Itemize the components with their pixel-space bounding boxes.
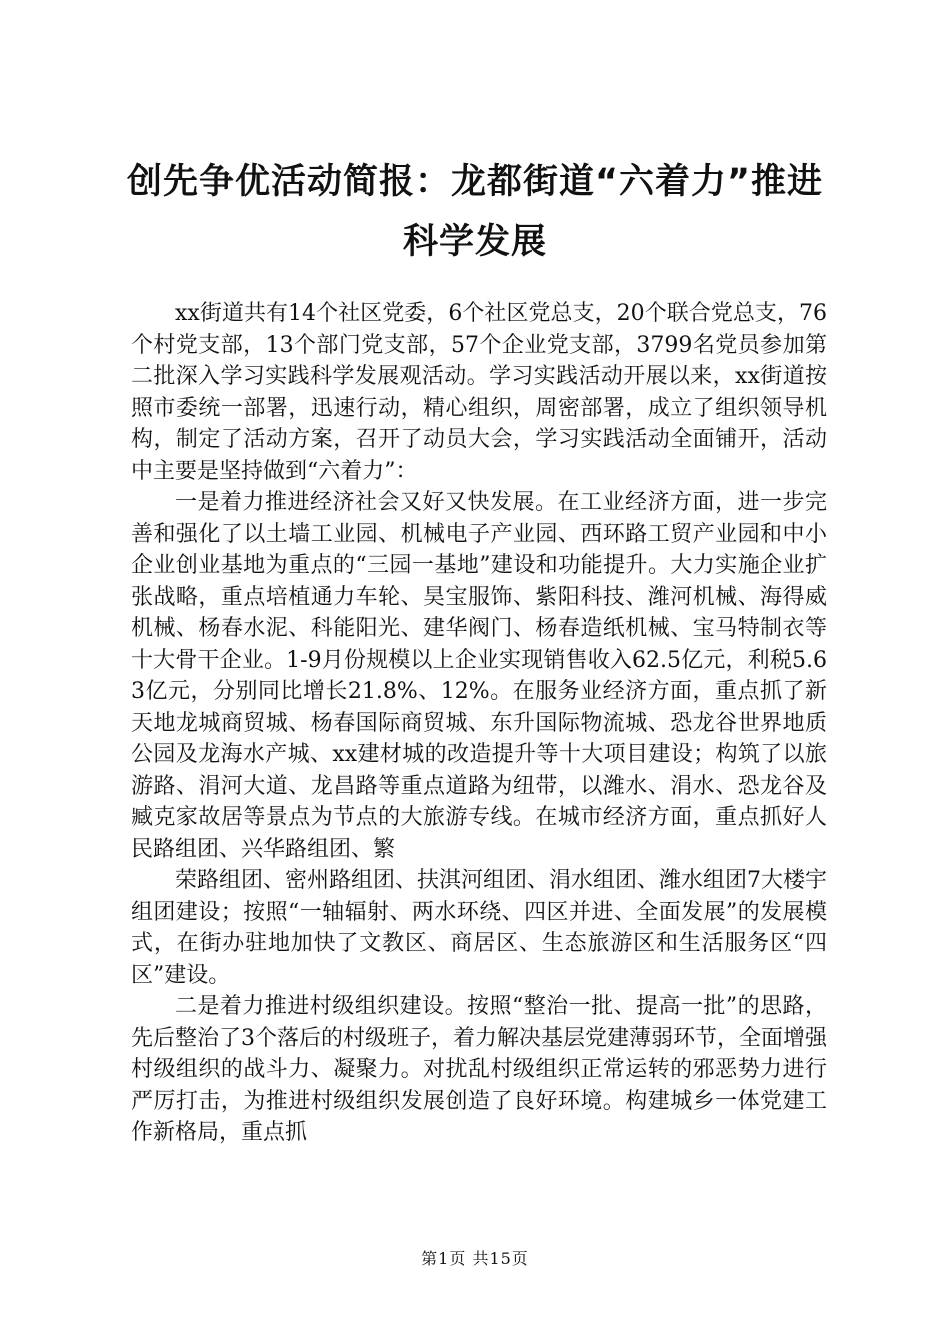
- paragraph-economy-continued: 荣路组团、密州路组团、扶淇河组团、涓水组团、潍水组团7大楼宇组团建设；按照“一轴辐射、两水环绕、四区并进、全面发展”的发展模式，在街办驻地加快了文教区、商居区、生态旅游区和生活服务区“四区”建设。: [131, 868, 827, 988]
- document-title-line-1: 创先争优活动简报：龙都街道“六着力”推进: [126, 162, 823, 202]
- page-number-footer: 第1页 共15页: [421, 1249, 529, 1268]
- paragraph-economy: 一是着力推进经济社会又好又快发展。在工业经济方面，进一步完善和强化了以土墙工业园、机械电子产业园、西环路工贸产业园和中小企业创业基地为重点的“三园一基地”建设和功能提升。大力实施企业扩张战略，重点培植通力车轮、昊宝服饰、紫阳科技、潍河机械、海得威机械、杨春水泥、科能阳光、建华阀门、杨春造纸机械、宝马特制衣等十大骨干企业。1-9月份规模以上企业实现销售收入62.5亿元，利税5.63亿元，分别同比增长21.8%、12%。在服务业经济方面，重点抓了新天地龙城商贸城、杨春国际商贸城、东升国际物流城、恐龙谷世界地质公园及龙海水产城、xx建材城的改造提升等十大项目建设；构筑了以旅游路、涓河大道、龙昌路等重点道路为纽带，以潍水、涓水、恐龙谷及臧克家故居等景点为节点的大旅游专线。在城市经济方面，重点抓好人民路组团、兴华路组团、繁: [131, 490, 827, 862]
- document-body: [131, 298, 827, 1149]
- paragraph-intro: xx街道共有14个社区党委，6个社区党总支，20个联合党总支，76个村党支部，13个部门党支部，57个企业党支部，3799名党员参加第二批深入学习实践科学发展观活动。学习实践活动开展以来，xx街道按照市委统一部署，迅速行动，精心组织，周密部署，成立了组织领导机构，制定了活动方案，召开了动员大会，学习实践活动全面铺开，活动中主要是坚持做到“六着力”：: [131, 301, 827, 484]
- document-title-line-2: 科学发展: [402, 222, 547, 262]
- paragraph-village-organizations: 二是着力推进村级组织建设。按照“整治一批、提高一批”的思路，先后整治了3个落后的村级班子，着力解决基层党建薄弱环节，全面增强村级组织的战斗力、凝聚力。对扰乱村级组织正常运转的邪恶势力进行严厉打击，为推进村级组织发展创造了良好环境。构建城乡一体党建工作新格局，重点抓: [131, 994, 827, 1145]
